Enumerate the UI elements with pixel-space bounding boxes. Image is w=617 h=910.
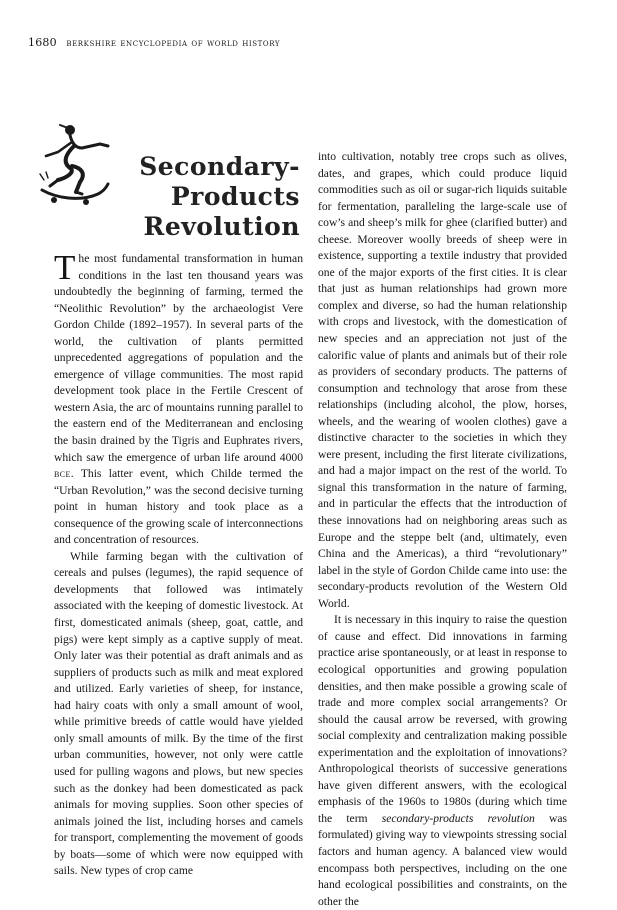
emphasized-term: secondary-products revolution (381, 811, 535, 825)
era-abbreviation: bce (54, 467, 71, 481)
paragraph-text: . This latter event, which Childe termed the “Urban Revolution,” was the second decisive turning point in human history and took place as a consequence of the growing scale of interconnections and concentration of resources. (54, 467, 303, 547)
paragraph (318, 612, 567, 910)
drop-cap: T (54, 248, 76, 287)
left-column (54, 248, 303, 880)
running-head (28, 36, 280, 49)
paragraph-text: It is necessary in this inquiry to raise the question of cause and effect. Did innovations in farming practice arise spontaneously, or at least in response to ecological opportunities and growing population densities, and then make possible a growing scale of trade and more complex social arrangements? Or should the causal arrow be reversed, with growing social complexity and centralization making possible experimentation and the exploitation of innovations? Anthropological theorists of successive generations have given different answers, with the ecological emphasis of the 1960s to 1980s (during which time the term (318, 613, 567, 825)
title-line: Products (170, 182, 300, 211)
title-line: Secondary- (139, 152, 300, 181)
right-column (318, 149, 567, 910)
paragraph: While farming began with the cultivation of cereals and pulses (legumes), the rapid sequence of developments that followed was intimately associated with the keeping of domestic livestock. At first, domesticated animals (sheep, goat, cattle, and pigs) were kept simply as a captive supply of meat. Only later was their potential as draft animals and as suppliers of products such as milk and meat explored and utilized. Early varieties of sheep, for instance, had hairy coats with only a small amount of wool, while primitive breeds of cattle would have yielded only small amounts of milk. By the time of the first urban communities, however, not only were cattle used for pulling wagons and plows, but new species such as the donkey had been domesticated as pack animals for moving supplies. Soon other species of animals joined the list, including horses and camels for transport, complementing the movement of goods by boats—some of which were now equipped with sails. New types of crop came (54, 549, 303, 878)
paragraph-text: was formulated) giving way to viewpoints stressing social factors and human agency. A balanced view would encompass both perspectives, including on the one hand ecological possibilities and constraints, on the other the (318, 811, 567, 908)
title-line: Revolution (143, 212, 300, 241)
page-number: 1680 (28, 36, 57, 49)
paragraph-text: he most fundamental transformation in human conditions in the last ten thousand years was undoubtedly the beginning of farming, termed the “Neolithic Revolution” by the archaeologist Vere Gordon Childe (1892–1957). In several parts of the world, the cultivation of plants permitted unprecedented aggregations of population and the emergence of village communities. The most rapid development took place in the Fertile Crescent of western Asia, the arc of mountains running parallel to the eastern end of the Mediterranean and enclosing the basin drained by the Tigris and Euphrates rivers, which saw the emergence of urban life around 4000 (54, 252, 303, 464)
paragraph (54, 248, 303, 549)
article-title (100, 152, 300, 242)
paragraph: into cultivation, notably tree crops such as olives, dates, and grapes, which could produce liquid commodities such as oil or sugar-rich liquids suitable for fermentation, paralleling the large-scale use of cow’s and sheep’s milk for ghee (clarified butter) and cheese. Moreover woolly breeds of sheep were in existence, supporting a textile industry that provided one of the major exports of the first cities. It is clear that just as human relationships had grown more complex and diverse, so had the human relationship with crops and livestock, with the domestication of new species and an appreciation not just of the calorific value of plants and animals but of their role as providers of secondary products. The patterns of consumption and technology that arose from these relationships (including alcohol, the plow, horses, wheels, and the wearing of woolen clothes) gave a distinctive character to the societies in which they were present, including the first literate civilizations, and had a major impact on the rest of the world. To signal this transformation in the nature of farming, and in particular the effects that the introduction of these innovations had on neighboring areas such as Europe and the steppe belt (and, ultimately, even China and the Americas), a third “revolutionary” label in the style of Gordon Childe came into use: the secondary-products revolution of the Western Old World. (318, 150, 567, 610)
running-head-title: berkshire encyclopedia of world history (66, 38, 281, 49)
